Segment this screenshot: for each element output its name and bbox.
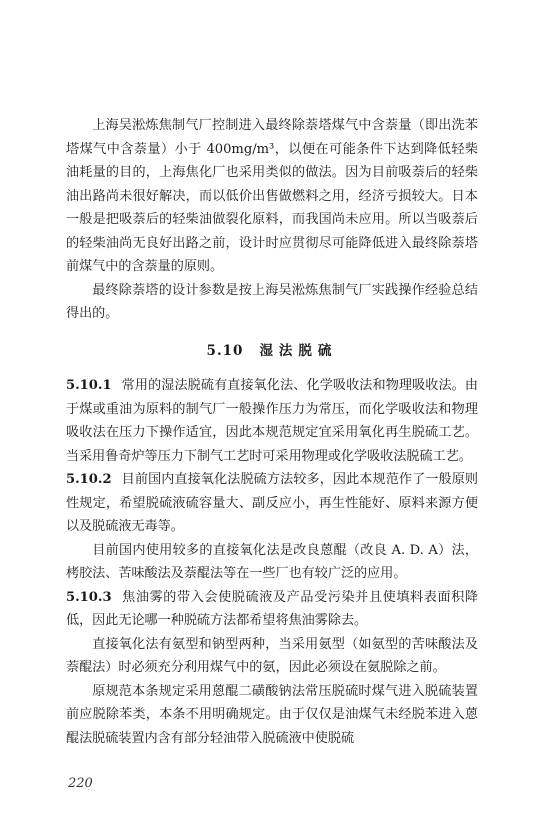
clause-text: 常用的湿法脱硫有直接氧化法、化学吸收法和物理吸收法。由于煤或重油为原料的制气厂一般操作压力为常压，而化学吸收法和物理吸收法在压力下操作适宜，因此本规范规定宜采用氧化再生脱硫工艺。当采用鲁奇炉等压力下制气工艺时可采用物理或化学吸收法脱硫工艺。 (66, 378, 478, 464)
section-number: 5.10 (206, 342, 244, 359)
paragraph: 原规范本条规定采用蒽醌二磺酸钠法常压脱硫时煤气进入脱硫装置前应脱除苯类，本条不用明确规定。由于仅仅是油煤气未经脱苯进入蒽醌法脱硫装置内含有部分轻油带入脱硫液中使脱硫 (66, 683, 478, 746)
paragraph: 上海吴淞炼焦制气厂控制进入最终除萘塔煤气中含萘量（即出洗苯塔煤气中含萘量）小于 400mg/m³，以便在可能条件下达到降低轻柴油耗量的目的，上海焦化厂也采用类似的做法。因为目前吸萘后的轻柴油出路尚未很好解决，而以低价出售做燃料之用，经济亏损较大。日本一般是把吸萘后的轻柴油做裂化原料，而我国尚未应用。所以当吸萘后的轻柴油尚无良好出路之前，设计时应贯彻尽可能降低进入最终除萘塔前煤气中的含萘量的原则。 (66, 118, 478, 274)
clause-text: 目前国内直接氧化法脱硫方法较多，因此本规范作了一般原则性规定，希望脱硫液硫容量大、副反应小，再生性能好、原料来源方便以及脱硫液无毒等。 (66, 472, 478, 534)
page-number: 220 (68, 776, 93, 791)
section-heading (66, 340, 478, 364)
clause (66, 374, 478, 468)
clause (66, 586, 478, 633)
clause-number: 5.10.2 (66, 472, 112, 487)
section-title: 湿法脱硫 (259, 342, 338, 359)
paragraph: 直接氧化法有氨型和钠型两种，当采用氨型（如氨型的苦味酸法及萘醌法）时必须充分利用煤气中的氨，因此必须设在氨脱除之前。 (66, 636, 478, 675)
clause-text: 焦油雾的带入会使脱硫液及产品受污染并且使填料表面积降低，因此无论哪一种脱硫方法都希望将焦油雾除去。 (66, 589, 478, 628)
paragraph: 最终除萘塔的设计参数是按上海吴淞炼焦制气厂实践操作经验总结得出的。 (66, 282, 478, 321)
clause (66, 468, 478, 539)
paragraph: 目前国内使用较多的直接氧化法是改良蒽醌（改良 A. D. A）法，栲胶法、苦味酸法及萘醌法等在一些厂也有较广泛的应用。 (66, 542, 478, 581)
clause-number: 5.10.1 (66, 378, 112, 393)
page-body (66, 114, 478, 750)
clause-number: 5.10.3 (66, 589, 112, 605)
